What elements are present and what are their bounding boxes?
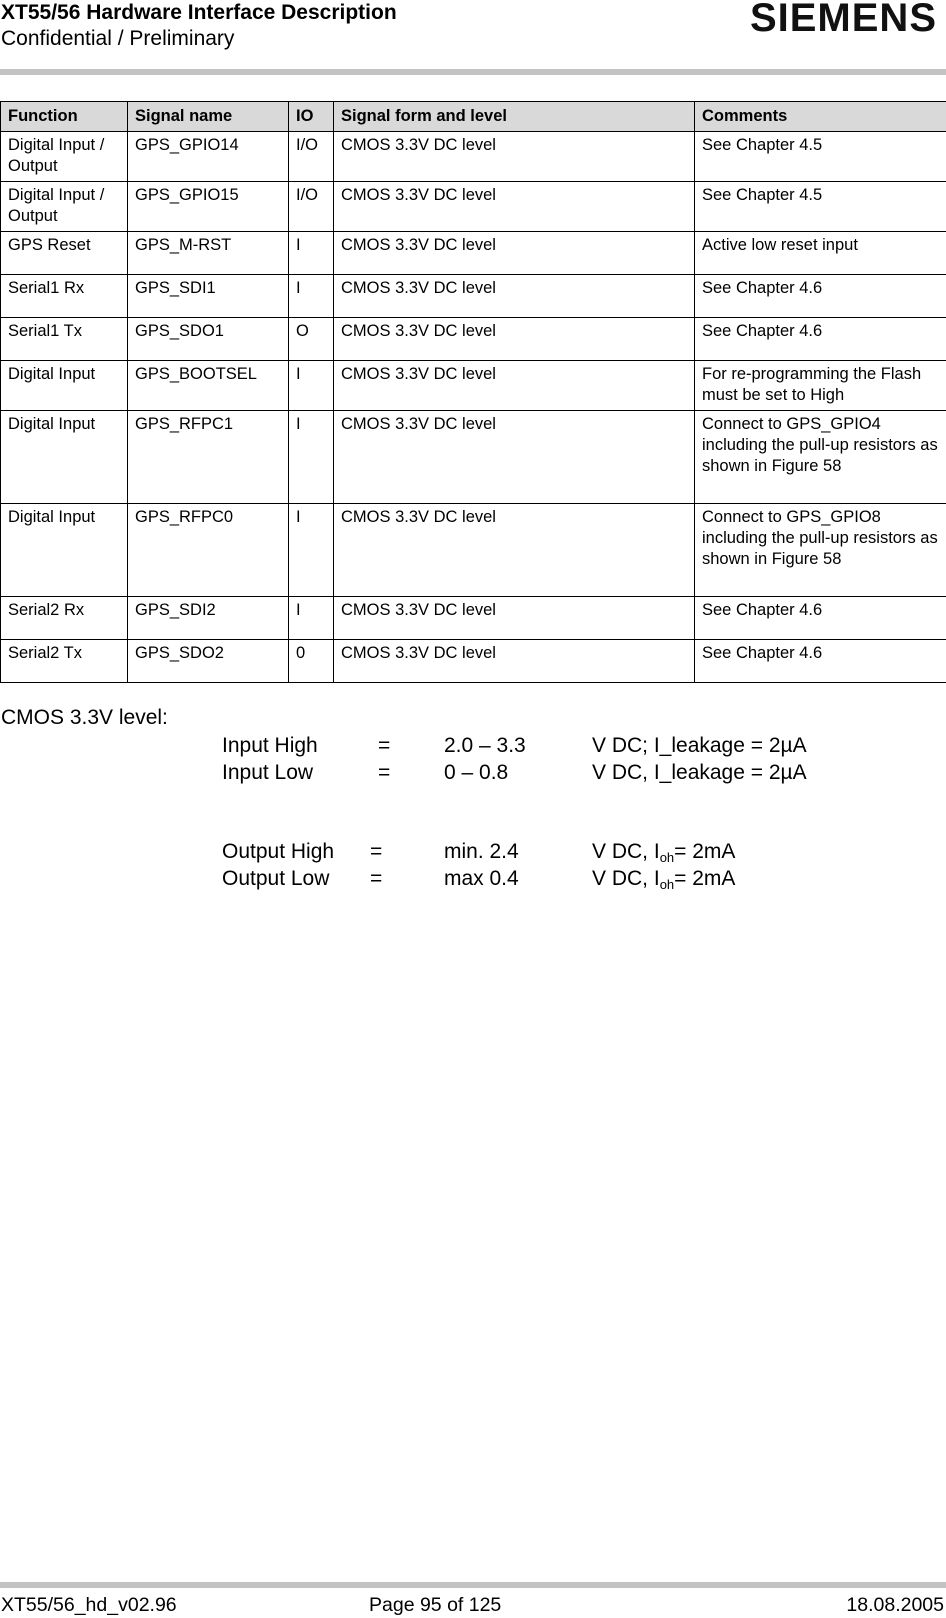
output-high-name: Output High <box>222 840 335 863</box>
io-cell: I <box>289 597 334 640</box>
table-row <box>1 132 946 182</box>
table-row <box>1 232 946 275</box>
signal-form-cell: CMOS 3.3V DC level <box>334 318 695 361</box>
signal-form-cell: CMOS 3.3V DC level <box>334 504 695 597</box>
footer-page-number: Page 95 of 125 <box>369 1594 502 1616</box>
comments-cell: Connect to GPS_GPIO8 including the pull-up resistors as shown in Figure 58 <box>695 504 946 597</box>
output-high-eq: = <box>370 840 383 863</box>
signal-name-cell: GPS_SDI2 <box>128 597 289 640</box>
comments-cell: Active low reset input <box>695 232 946 275</box>
comments-cell: See Chapter 4.6 <box>695 275 946 318</box>
document-subtitle: Confidential / Preliminary <box>1 27 235 50</box>
signal-name-cell: GPS_SDO2 <box>128 640 289 683</box>
comments-cell: See Chapter 4.6 <box>695 640 946 683</box>
input-low-unit: V DC, I_leakage = 2µA <box>592 761 807 784</box>
function-cell: Digital Input / Output <box>1 132 128 182</box>
table-row <box>1 411 946 504</box>
output-high-unit: V DC, $I_{oh}= 2mA$ <box>592 840 736 865</box>
function-cell: Serial2 Tx <box>1 640 128 683</box>
table-row <box>1 361 946 411</box>
comments-cell: Connect to GPS_GPIO4 including the pull-up resistors as shown in Figure 58 <box>695 411 946 504</box>
signal-form-cell: CMOS 3.3V DC level <box>334 182 695 232</box>
table-row <box>1 597 946 640</box>
function-cell: Digital Input <box>1 411 128 504</box>
io-cell: O <box>289 318 334 361</box>
signal-form-cell: CMOS 3.3V DC level <box>334 640 695 683</box>
signal-name-cell: GPS_RFPC1 <box>128 411 289 504</box>
table-row <box>1 640 946 683</box>
table-row <box>1 182 946 232</box>
function-cell: Serial1 Rx <box>1 275 128 318</box>
comments-cell: See Chapter 4.6 <box>695 318 946 361</box>
output-low-eq: = <box>370 867 383 890</box>
footer-divider <box>0 1582 946 1588</box>
table-row <box>1 318 946 361</box>
table-header-row <box>1 102 946 132</box>
signal-table <box>0 101 946 683</box>
io-cell: I <box>289 411 334 504</box>
input-low-value: 0 – 0.8 <box>444 761 509 784</box>
input-high-value: 2.0 – 3.3 <box>444 734 526 757</box>
signal-name-cell: GPS_GPIO14 <box>128 132 289 182</box>
signal-name-cell: GPS_M-RST <box>128 232 289 275</box>
io-cell: I <box>289 504 334 597</box>
table-row <box>1 275 946 318</box>
input-high-name: Input High <box>222 734 318 757</box>
header-divider <box>0 69 946 75</box>
input-low-name: Input Low <box>222 761 314 784</box>
output-low-value: max 0.4 <box>444 867 519 890</box>
output-low-name: Output Low <box>222 867 330 890</box>
signal-name-cell: GPS_RFPC0 <box>128 504 289 597</box>
output-low-unit: V DC, $I_{oh}= 2mA$ <box>592 867 736 892</box>
comments-cell: See Chapter 4.5 <box>695 182 946 232</box>
signal-name-cell: GPS_SDO1 <box>128 318 289 361</box>
column-header: Signal form and level <box>334 102 695 132</box>
io-cell: I <box>289 232 334 275</box>
cmos-level-label: CMOS 3.3V level: <box>1 706 168 729</box>
comments-cell: See Chapter 4.5 <box>695 132 946 182</box>
comments-cell: See Chapter 4.6 <box>695 597 946 640</box>
comments-cell: For re-programming the Flash must be set to High <box>695 361 946 411</box>
column-header: Function <box>1 102 128 132</box>
footer-doc-id: XT55/56_hd_v02.96 <box>1 1594 177 1616</box>
output-high-value: min. 2.4 <box>444 840 519 863</box>
function-cell: Digital Input <box>1 504 128 597</box>
function-cell: GPS Reset <box>1 232 128 275</box>
input-high-unit: V DC; I_leakage = 2µA <box>592 734 807 757</box>
input-high-eq: = <box>378 734 391 757</box>
signal-name-cell: GPS_BOOTSEL <box>128 361 289 411</box>
function-cell: Digital Input <box>1 361 128 411</box>
io-cell: 0 <box>289 640 334 683</box>
signal-name-cell: GPS_GPIO15 <box>128 182 289 232</box>
signal-form-cell: CMOS 3.3V DC level <box>334 361 695 411</box>
io-cell: I <box>289 361 334 411</box>
signal-form-cell: CMOS 3.3V DC level <box>334 411 695 504</box>
function-cell: Serial2 Rx <box>1 597 128 640</box>
siemens-logo: SIEMENS <box>749 0 937 40</box>
signal-form-cell: CMOS 3.3V DC level <box>334 232 695 275</box>
signal-name-cell: GPS_SDI1 <box>128 275 289 318</box>
footer-date: 18.08.2005 <box>846 1594 944 1616</box>
function-cell: Serial1 Tx <box>1 318 128 361</box>
signal-form-cell: CMOS 3.3V DC level <box>334 275 695 318</box>
column-header: Comments <box>695 102 946 132</box>
io-cell: I/O <box>289 132 334 182</box>
column-header: Signal name <box>128 102 289 132</box>
column-header: IO <box>289 102 334 132</box>
signal-form-cell: CMOS 3.3V DC level <box>334 132 695 182</box>
page-header <box>0 0 946 70</box>
signal-form-cell: CMOS 3.3V DC level <box>334 597 695 640</box>
io-cell: I <box>289 275 334 318</box>
table-row <box>1 504 946 597</box>
function-cell: Digital Input / Output <box>1 182 128 232</box>
document-title: XT55/56 Hardware Interface Description <box>1 1 397 24</box>
input-low-eq: = <box>378 761 391 784</box>
io-cell: I/O <box>289 182 334 232</box>
